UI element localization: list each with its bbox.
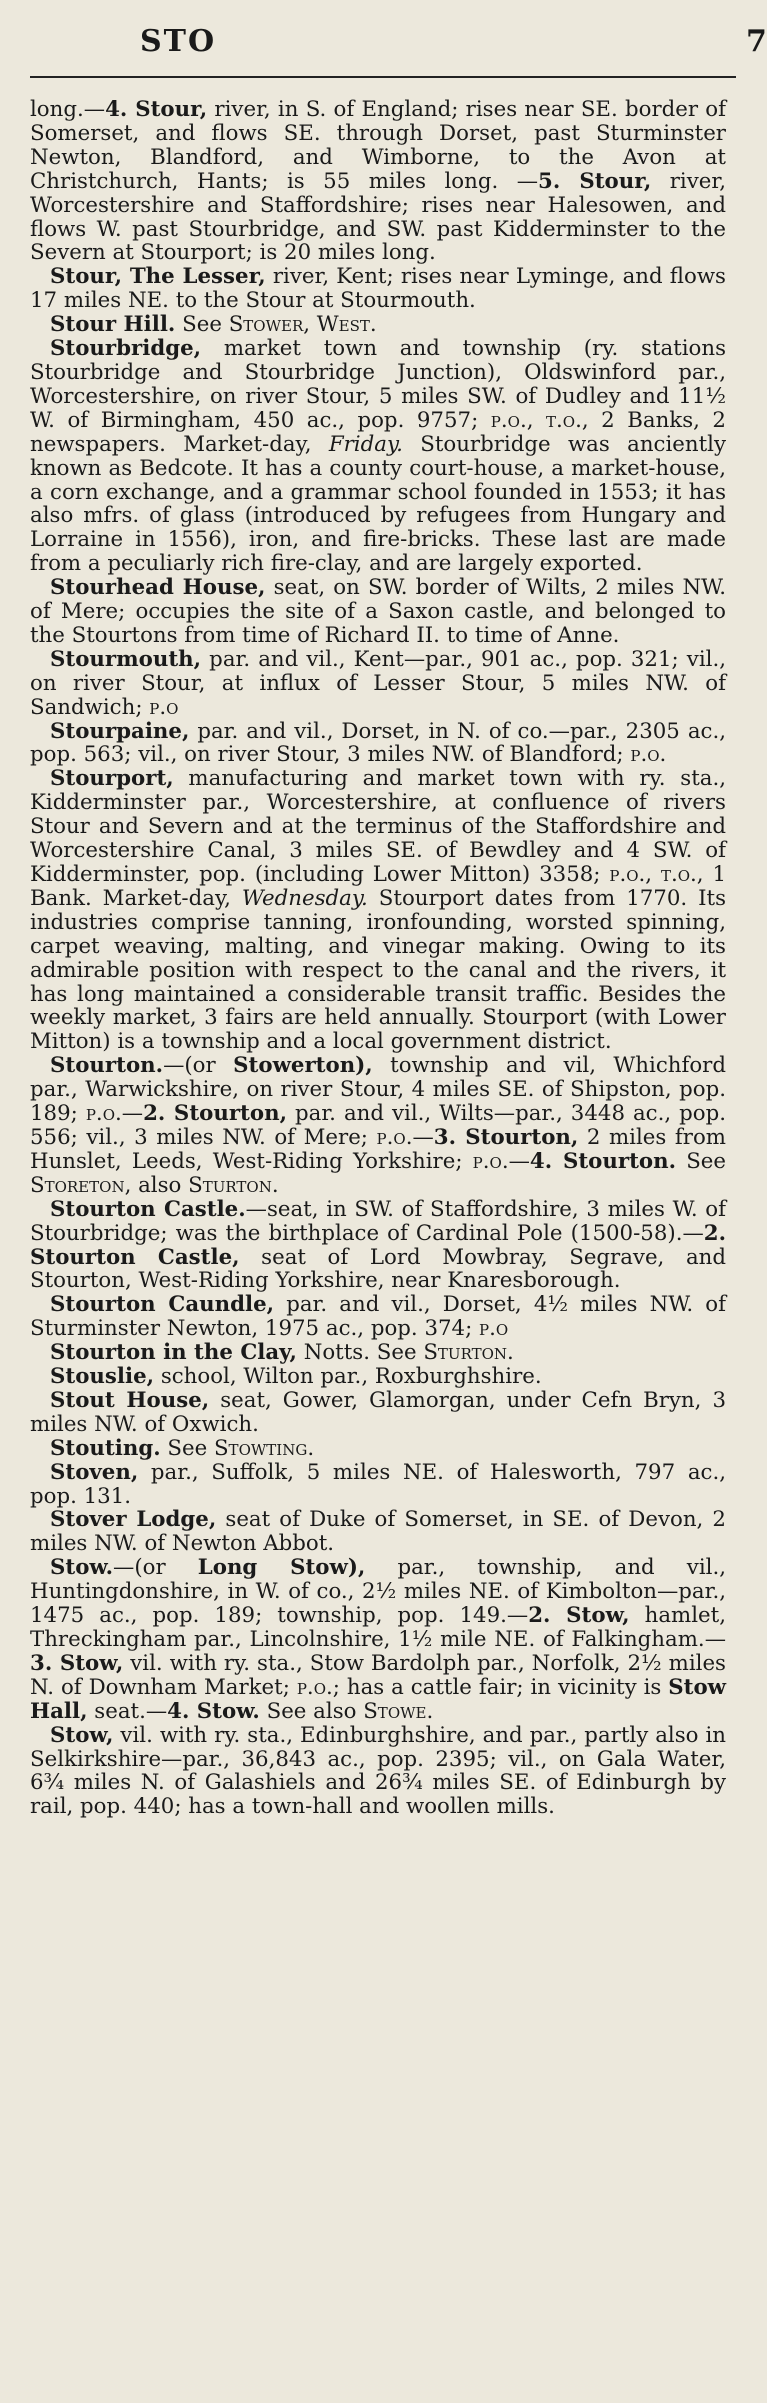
entry-text: 2 Banks, 2 newspapers. Market-day, — [30, 407, 726, 457]
entry-headword: 3. Stourton, — [433, 1124, 579, 1150]
entry-text: par., township, and vil., Huntingdonshire, in W. of co., 2½ miles NE. of Kimbolton—par., 1475 ac., pop. 189; township, pop. 149.— — [30, 1555, 726, 1629]
entry-text: manufacturing and market town with ry. sta., Kidderminster par., Worcestershire, at confluence of rivers Stour and Severn and at the terminus of the Staffordshire and Worcestershire Canal, 3 miles SE. of Bewdley and 4 SW. of Kidderminster, pop. (including Lower Mitton) 3358; — [30, 766, 726, 887]
entry-headword: Stourton Caundle, — [50, 1292, 275, 1318]
gazetteer-entry — [30, 767, 726, 1054]
gazetteer-entry — [30, 1389, 726, 1437]
gazetteer-entry — [30, 576, 726, 648]
entry-headword: Stoven, — [50, 1459, 139, 1485]
small-caps-text: p.o. — [85, 1101, 122, 1127]
entry-headword: Stourport, — [50, 766, 174, 792]
gazetteer-entry — [30, 720, 726, 768]
small-caps-text: p.o — [149, 694, 179, 720]
entry-headword: Stourton Castle. — [50, 1196, 246, 1222]
gazetteer-entry — [30, 313, 726, 337]
gazetteer-entry — [30, 648, 726, 720]
gazetteer-entry — [30, 337, 726, 576]
entry-text: par. and vil., Wilts—par., 3448 ac., pop. 556; vil., 3 miles NW. of Mere; — [30, 1101, 727, 1150]
entry-text: par. and vil., Dorset, 4½ miles NW. of Sturminster Newton, 1975 ac., pop. 374; — [30, 1292, 727, 1342]
small-caps-text: Sturton. — [188, 1172, 279, 1198]
entry-text: hamlet, Threckingham par., Lincolnshire, 1½ mile NE. of Falkingham.— — [30, 1603, 726, 1652]
entry-text: par. and vil., Kent—par., 901 ac., pop. 321; vil., on river Stour, at influx of Lesser Stour, 5 miles NW. of Sandwich; — [30, 646, 726, 720]
entry-headword: Stowerton), — [233, 1053, 373, 1079]
gazetteer-entry — [30, 1724, 726, 1820]
entry-headword: 2. Stourton Castle, — [30, 1220, 726, 1270]
gazetteer-entry — [30, 1461, 726, 1509]
small-caps-text: p.o.; — [296, 1674, 340, 1700]
italic-text: Wednesday. — [241, 885, 368, 911]
entry-headword: Long Stow), — [197, 1555, 366, 1581]
small-caps-text: p.o., t.o., — [490, 407, 589, 433]
entry-text: Stourbridge was anciently known as Bedcote. It has a county court-house, a market-house, a corn exchange, and a grammar school founded in 1553; it has also mfrs. of glass (introduced by refugees from Hungary and Lorraine in 1556), iron, and fire-bricks. These last are made from a peculiarly rich fire-clay, and are largely exported. — [30, 431, 726, 577]
gazetteer-entry — [30, 1508, 726, 1556]
entry-text: — — [121, 1101, 144, 1127]
entry-text: See also — [259, 1698, 364, 1724]
small-caps-text: Sturton. — [423, 1340, 514, 1366]
entry-text: Notts. See — [296, 1340, 424, 1366]
small-caps-text: p.o. — [630, 742, 667, 768]
gazetteer-entry — [30, 265, 726, 313]
small-caps-text: Storeton, — [30, 1172, 132, 1198]
gazetteer-entries — [30, 98, 726, 1819]
entry-text: river, Kent; rises near Lyminge, and flows 17 miles NE. to the Stour at Stourmouth. — [30, 264, 726, 314]
entry-text: has a cattle fair; in vicinity is — [339, 1674, 669, 1700]
entry-headword: Stour Hill. — [50, 312, 176, 338]
entry-text: See — [175, 312, 229, 338]
entry-text: river, Worcestershire and Staffordshire; rises near Halesowen, and flows W. past Stourbridge, and SW. past Kidderminster to the Severn at Stourport; is 20 miles long. — [30, 168, 726, 266]
entry-text: 1 Bank. Market-day, — [30, 862, 726, 911]
running-head: STO — [140, 24, 217, 59]
gazetteer-entry — [30, 1365, 726, 1389]
italic-text: Friday. — [328, 431, 403, 457]
entry-headword: Stourton. — [50, 1053, 164, 1079]
entry-text: par. and vil., Dorset, in N. of co.—par., 2305 ac., pop. 563; vil., on river Stour, 3 miles NW. of Blandford; — [30, 718, 726, 768]
entry-text: —seat, in SW. of Staffordshire, 3 miles W. of Stourbridge; was the birthplace of Cardinal Pole (1500-58).— — [30, 1196, 727, 1246]
entry-headword: 3. Stow, — [30, 1650, 124, 1676]
entry-headword: Stourhead House, — [50, 575, 266, 601]
entry-text: vil. with ry. sta., Edinburghshire, and par., partly also in Selkirkshire—par., 36,843 ac., pop. 2395; vil., on Gala Water, 6¾ miles N. of Galashiels and 26¾ miles SE. of Edinburgh by rail, pop. 440; has a town-hall and woollen mills. — [30, 1722, 726, 1820]
gazetteer-entry — [30, 98, 726, 265]
entry-headword: Stouting. — [50, 1435, 161, 1461]
gazetteer-entry — [30, 1556, 726, 1723]
entry-text: seat, on SW. border of Wilts, 2 miles NW. of Mere; occupies the site of a Saxon castle, and belonged to the Stourtons from time of Richard II. to time of Anne. — [30, 575, 727, 648]
small-caps-text: p.o. — [376, 1124, 413, 1150]
gazetteer-entry — [30, 1341, 726, 1365]
entry-headword: Stow Hall, — [30, 1674, 726, 1724]
entry-text: par., Suffolk, 5 miles NE. of Halesworth, 797 ac., pop. 131. — [30, 1459, 726, 1509]
entry-text: —(or — [163, 1053, 234, 1079]
entry-text: —(or — [113, 1555, 198, 1581]
gazetteer-entry — [30, 1198, 726, 1294]
page-header — [30, 0, 767, 66]
entry-text: also — [131, 1172, 189, 1198]
entry-text: seat of Duke of Somerset, in SE. of Devon, 2 miles NW. of Newton Abbot. — [30, 1507, 726, 1557]
entry-headword: 2. Stow, — [528, 1603, 630, 1629]
entry-headword: 5. Stour, — [538, 168, 652, 194]
entry-headword: Stour, The Lesser, — [50, 264, 266, 290]
gazetteer-entry — [30, 1293, 726, 1341]
entry-text: See — [160, 1435, 214, 1461]
small-caps-text: p.o., t.o., — [609, 862, 704, 887]
entry-headword: 4. Stourton. — [529, 1148, 677, 1174]
entry-headword: Stout House, — [50, 1387, 210, 1413]
entry-headword: Stourbridge, — [50, 336, 202, 362]
entry-text: seat of Lord Mowbray, Segrave, and Stourton, West-Riding Yorkshire, near Knaresborough. — [30, 1244, 726, 1294]
entry-text: river, in S. of England; rises near SE. border of Somerset, and flows SE. through Dorset, past Sturminster Newton, Blandford, and Wimborne, to the Avon at Christchurch, Hants; is 55 miles long. — — [30, 97, 726, 194]
entry-text: school, Wilton par., Roxburghshire. — [154, 1364, 542, 1390]
entry-text: market town and township (ry. stations Stourbridge and Stourbridge Junction), Oldswinford par., Worcestershire, on river Stour, 5 miles SW. of Dudley and 11½ W. of Birmingham, 450 ac., pop. 9757; — [30, 336, 726, 433]
small-caps-text: Stowting. — [213, 1435, 315, 1461]
entry-headword: 2. Stourton, — [143, 1101, 288, 1127]
entry-headword: 4. Stow. — [167, 1698, 260, 1724]
entry-headword: Stourpaine, — [50, 718, 190, 744]
entry-text: vil. with ry. sta., Stow Bardolph par., Norfolk, 2½ miles N. of Downham Market; — [30, 1650, 726, 1700]
gazetteer-entry — [30, 1054, 726, 1197]
entry-text: seat.— — [87, 1698, 168, 1724]
entry-text: — — [412, 1124, 434, 1150]
entry-headword: Stouslie, — [50, 1364, 155, 1390]
small-caps-text: Stowe. — [363, 1698, 434, 1724]
entry-text: 2 miles from Hunslet, Leeds, West-Riding Yorkshire; — [30, 1124, 726, 1174]
entry-text: See — [676, 1148, 727, 1174]
entry-text: township and vil, Whichford par., Warwickshire, on river Stour, 4 miles SE. of Shipston, pop. 189; — [30, 1053, 726, 1127]
entry-text: long.— — [30, 97, 106, 122]
entry-text: — — [508, 1148, 530, 1174]
entry-text: Stourport dates from 1770. Its industries comprise tanning, ironfounding, worsted spinning, carpet weaving, malting, and vinegar making. Owing to its admirable position with respect to the canal and the rivers, it has long maintained a considerable transit traffic. Besides the weekly market, 3 fairs are held annually. Stourport (with Lower Mitton) is a township and a local government district. — [30, 885, 727, 1055]
entry-headword: Stow. — [50, 1555, 114, 1581]
header-rule — [30, 76, 736, 78]
small-caps-text: Stower, West. — [228, 312, 377, 338]
page-number: 7 — [746, 24, 767, 59]
entry-headword: 4. Stour, — [105, 97, 208, 122]
gazetteer-entry — [30, 1437, 726, 1461]
entry-headword: Stow, — [50, 1722, 114, 1748]
entry-text: seat, Gower, Glamorgan, under Cefn Bryn, 3 miles NW. of Oxwich. — [30, 1387, 726, 1437]
entry-headword: Stourton in the Clay, — [50, 1340, 297, 1366]
small-caps-text: p.o — [479, 1316, 509, 1342]
entry-headword: Stourmouth, — [50, 646, 202, 672]
small-caps-text: p.o. — [472, 1148, 509, 1174]
entry-headword: Stover Lodge, — [50, 1507, 217, 1533]
